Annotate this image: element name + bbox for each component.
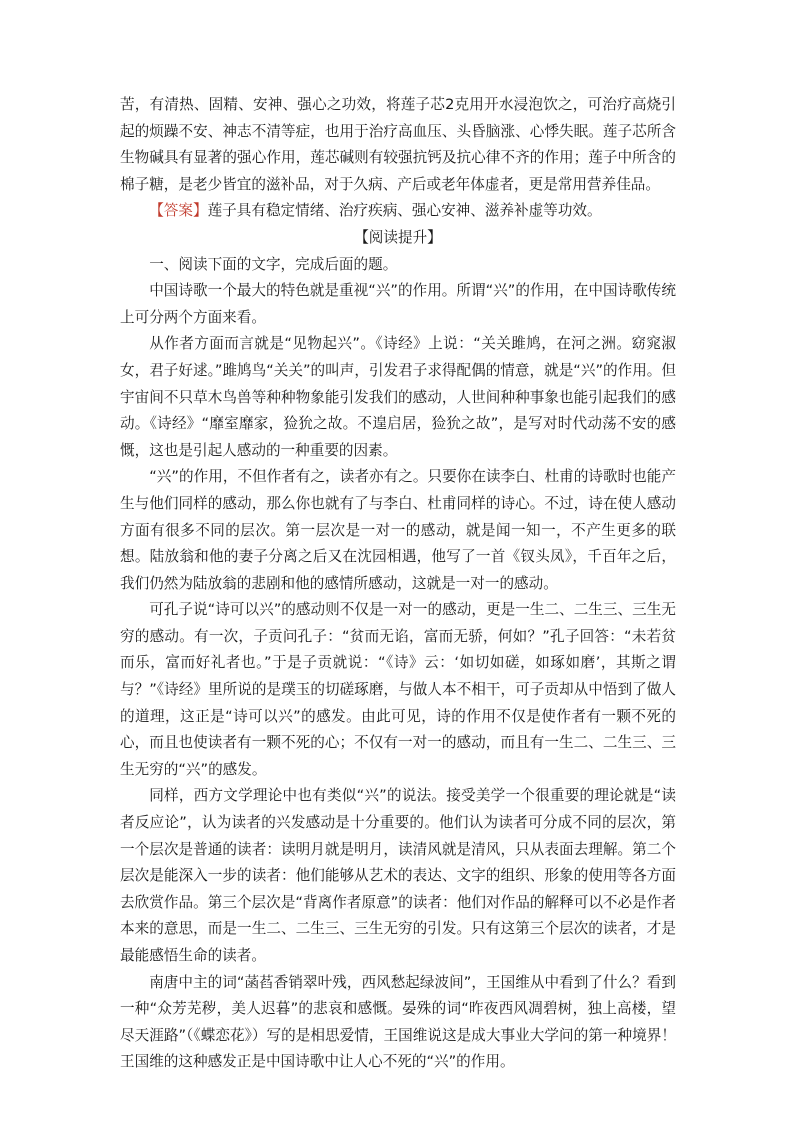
paragraph-3: “兴”的作用，不但作者有之，读者亦有之。只要你在读李白、杜甫的诗歌时也能产生与他们同样的感动，那么你也就有了与李白、杜甫同样的诗心。不过，诗在使人感动方面有很多不同的层次。第一层次是一对一的感动，就是闻一知一，不产生更多的联想。陆放翁和他的妻子分离之后又在沈园相遇，他写了一首《钗头凤》，千百年之后，我们仍然为陆放翁的悲剧和他的感情所感动，这就是一对一的感动。 — [120, 468, 676, 592]
answer-label: 【答案】 — [149, 202, 208, 220]
paragraph-1: 中国诗歌一个最大的特色就是重视“兴”的作用。所谓“兴”的作用，在中国诗歌传统上可分两个方面来看。 — [120, 282, 676, 326]
answer-paragraph — [120, 198, 676, 225]
question-instruction: 一、阅读下面的文字，完成后面的题。 — [149, 255, 398, 273]
answer-text: 莲子具有稳定情绪、治疗疾病、强心安神、滋养补虚等功效。 — [207, 202, 602, 220]
paragraph-4: 可孔子说“诗可以兴”的感动则不仅是一对一的感动，更是一生二、二生三、三生无穷的感动。有一次，子贡问孔子：“贫而无谄，富而无骄，何如？”孔子回答：“未若贫而乐，富而好礼者也。”于是子贡就说：“《诗》云：‘如切如磋，如琢如磨’，其斯之谓与？”《诗经》里所说的是璞玉的切磋琢磨，与做人本不相干，可子贡却从中悟到了做人的道理，这正是“诗可以兴”的感发。由此可见，诗的作用不仅是使作者有一颗不死的心，而且也使读者有一颗不死的心；不仅有一对一的感动，而且有一生二、二生三、三生无穷的“兴”的感发。 — [120, 601, 676, 778]
paragraph-continuation: 苦，有清热、固精、安神、强心之功效，将莲子芯2克用开水浸泡饮之，可治疗高烧引起的烦躁不安、神志不清等症，也用于治疗高血压、头昏脑涨、心悸失眠。莲子芯所含生物碱具有显著的强心作用，莲芯碱则有较强抗钙及抗心律不齐的作用；莲子中所含的棉子糖，是老少皆宜的滋补品，对于久病、产后或老年体虚者，更是常用营养佳品。 — [120, 96, 676, 193]
paragraph-6: 南唐中主的词“菡萏香销翠叶残，西风愁起绿波间”，王国维从中看到了什么？看到一种“众芳芜秽，美人迟暮”的悲哀和感慨。晏殊的词“昨夜西风凋碧树，独上高楼，望尽天涯路”（《蝶恋花》）写的是相思爱情，王国维说这是成大事业大学问的第一种境界！王国维的这种感发正是中国诗歌中让人心不死的“兴”的作用。 — [120, 973, 676, 1071]
paragraph-5: 同样，西方文学理论中也有类似“兴”的说法。接受美学一个很重要的理论就是“读者反应论”，认为读者的兴发感动是十分重要的。他们认为读者可分成不同的层次，第一个层次是普通的读者：读明月就是明月，读清风就是清风，只从表面去理解。第二个层次是能深入一步的读者：他们能够从艺术的表达、文字的组织、形象的使用等各方面去欣赏作品。第三个层次是“背离作者原意”的读者：他们对作品的解释可以不必是作者本来的意思，而是一生二、二生三、三生无穷的引发。只有这第三个层次的读者，才是最能感悟生命的读者。 — [120, 787, 676, 964]
paragraph-2: 从作者方面而言就是“见物起兴”。《诗经》上说：“关关雎鸠，在河之洲。窈窕淑女，君子好逑。”雎鸠鸟“关关”的叫声，引发君子求得配偶的情意，就是“兴”的作用。但宇宙间不只草木鸟兽等种种物象能引发我们的感动，人世间种种事象也能引起我们的感动。《诗经》“靡室靡家，猃狁之故。不遑启居，猃狁之故”，是写对时代动荡不安的感慨，这也是引起人感动的一种重要的因素。 — [120, 335, 676, 459]
section-title: 【阅读提升】 — [354, 228, 442, 246]
document-page — [120, 92, 676, 1076]
